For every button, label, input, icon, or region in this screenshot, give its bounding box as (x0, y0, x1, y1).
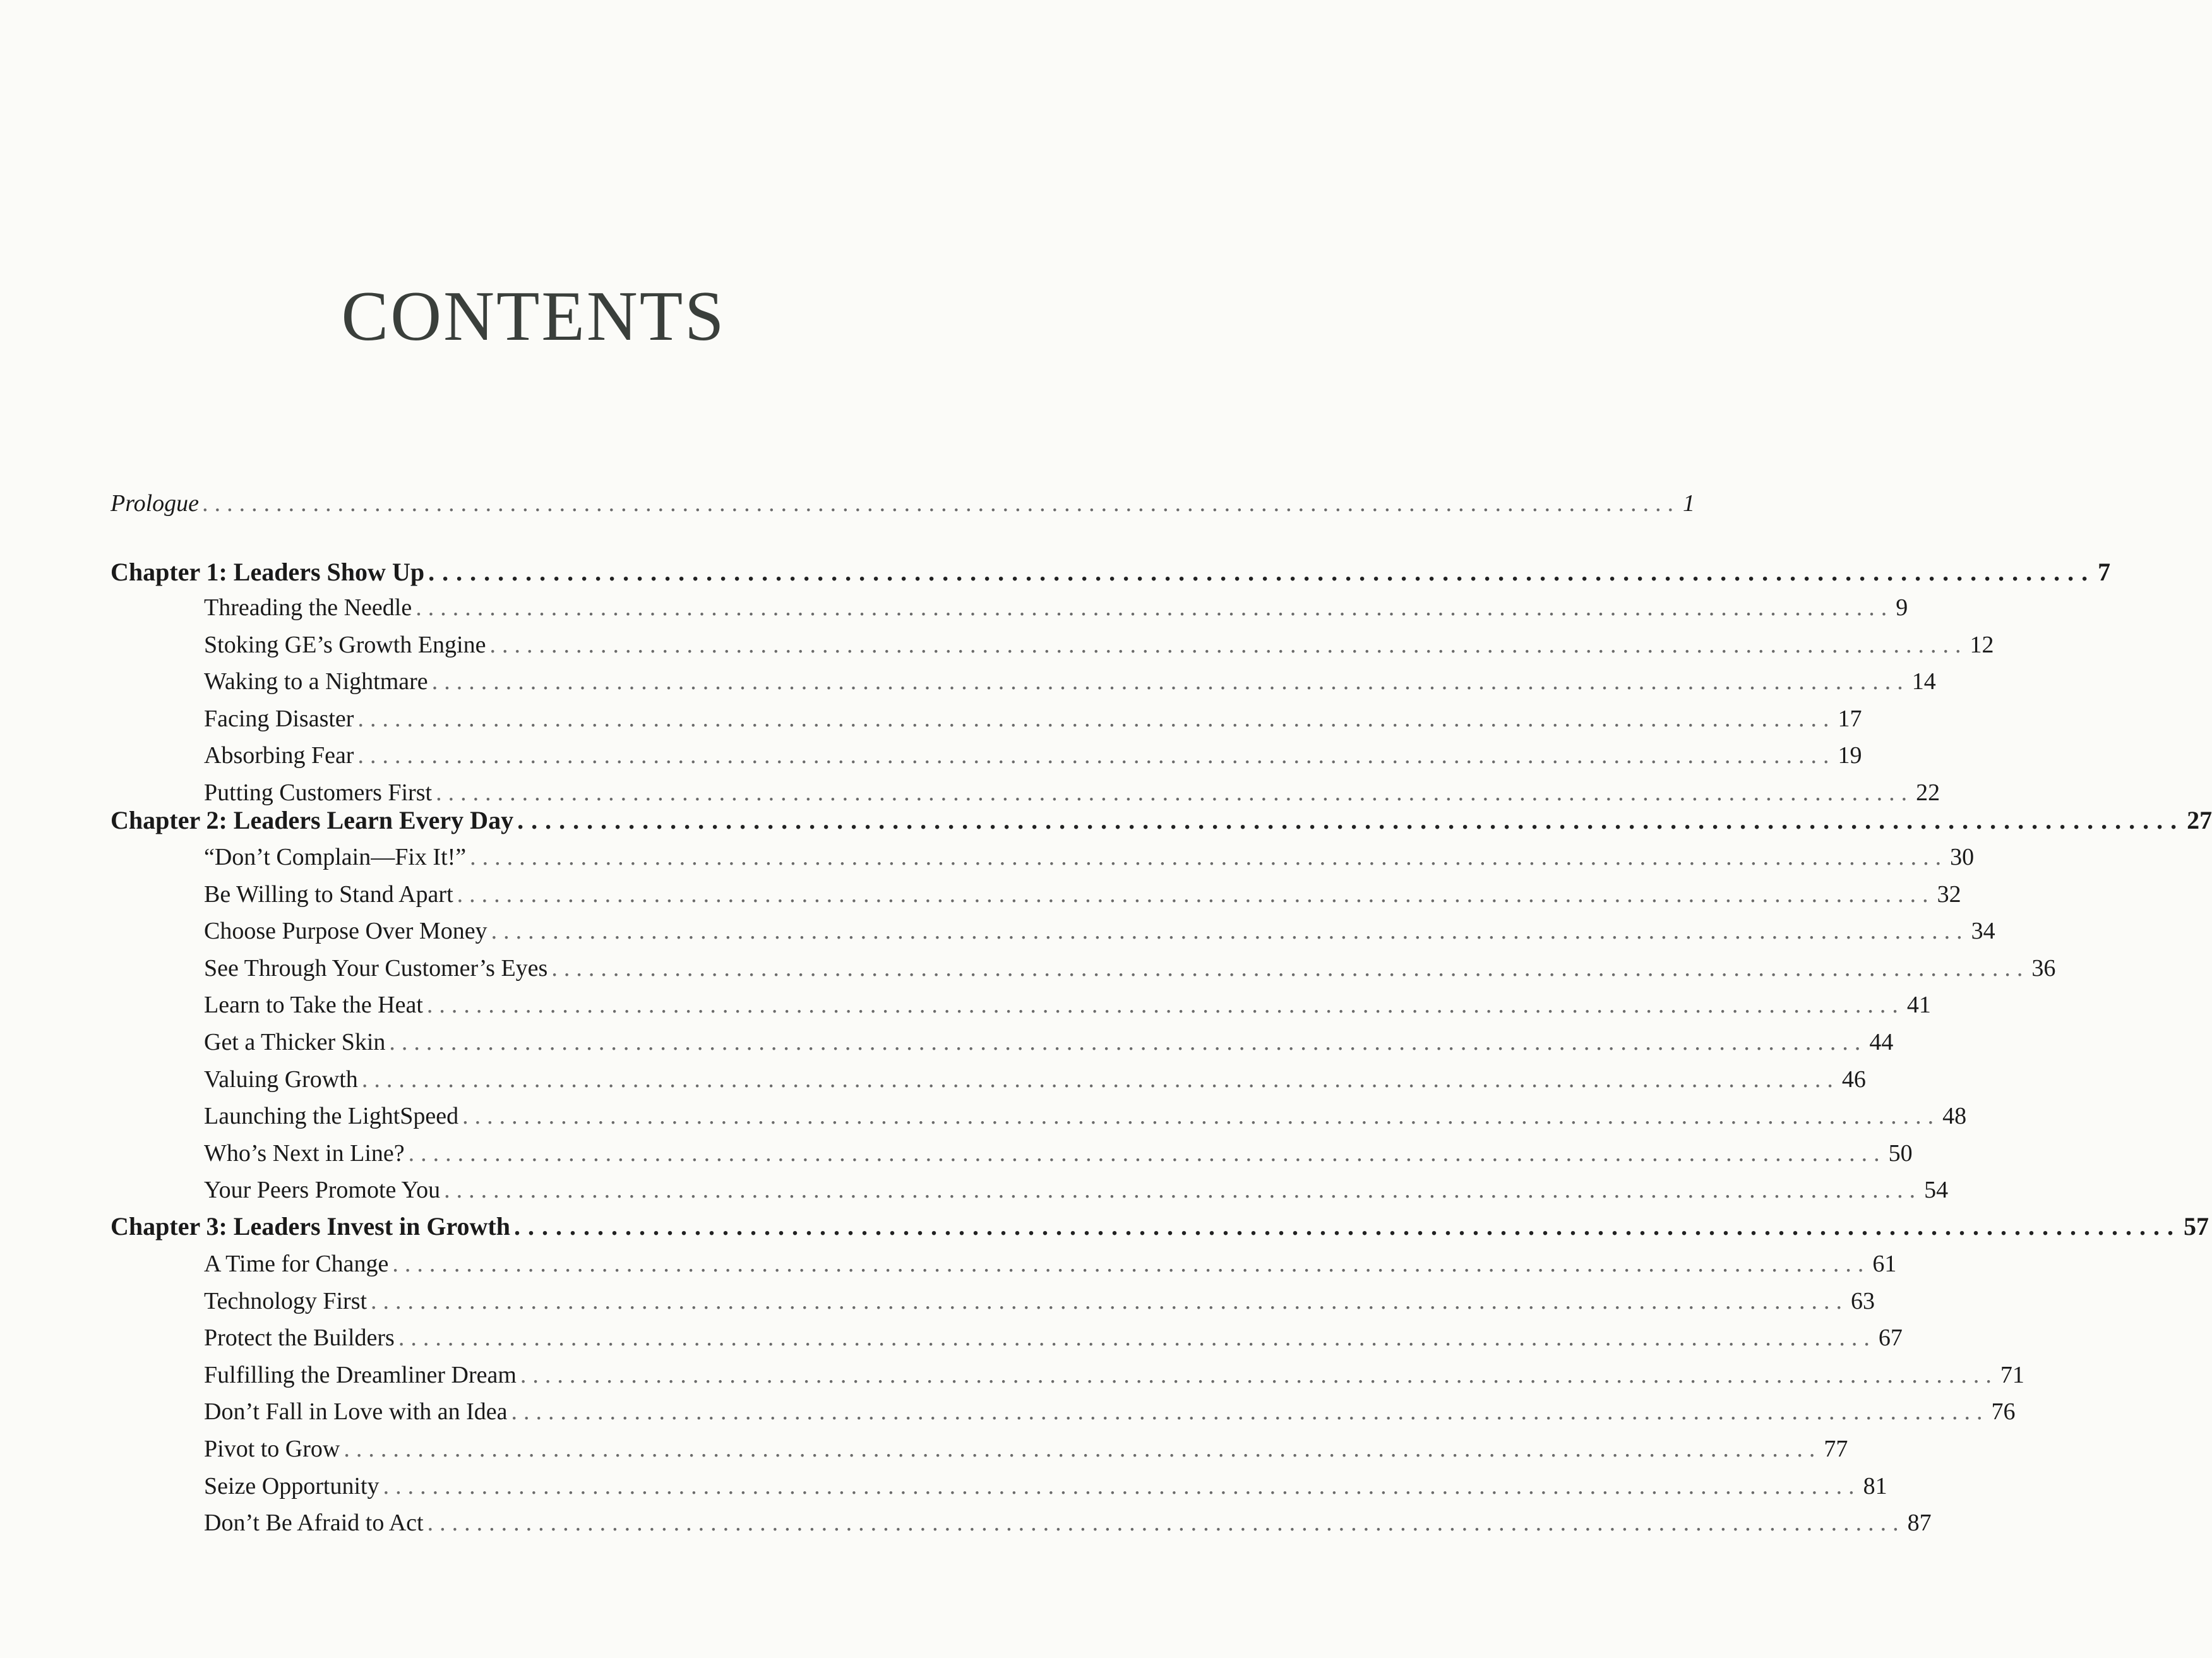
toc-page-number: 22 (1916, 779, 1940, 806)
toc-chapter-label: Chapter 2: Leaders Learn Every Day (111, 806, 514, 834)
dot-leader: ........................................................................................................................ (489, 632, 1968, 658)
toc-chapter-label: Chapter 3: Leaders Invest in Growth (111, 1212, 510, 1240)
toc-page-number: 63 (1851, 1288, 1875, 1314)
toc-section-label: Valuing Growth (204, 1066, 358, 1093)
dot-leader: ........................................................................................................................ (389, 1029, 1867, 1055)
toc-page-number: 17 (1838, 706, 1862, 732)
toc-section-entry (204, 1361, 2024, 1389)
toc-page-number: 30 (1950, 844, 1975, 870)
toc-page-number: 34 (1971, 918, 1995, 944)
toc-page-number: 81 (1863, 1473, 1887, 1499)
toc-section-label: “Don’t Complain—Fix It!” (204, 844, 467, 870)
toc-section-label: Learn to Take the Heat (204, 992, 423, 1018)
toc-page-number: 36 (2031, 955, 2056, 982)
toc-page-number: 1 (1683, 490, 1695, 517)
toc-section-entry (204, 1066, 1866, 1093)
dot-leader: ........................................................................................................................ (436, 779, 1914, 806)
toc-page-number: 57 (2183, 1212, 2209, 1240)
toc-page-number: 32 (1937, 881, 1961, 908)
toc-chapter-entry (111, 1211, 2209, 1241)
dot-leader: ........................................................................................................................ (470, 844, 1948, 870)
dot-leader: ........................................................................................................................ (511, 1398, 1989, 1425)
toc-page-number: 77 (1824, 1436, 1848, 1462)
dot-leader: ........................................................................................................................ (444, 1177, 1922, 1203)
toc-section-label: Your Peers Promote You (204, 1177, 441, 1203)
dot-leader: ........................................................................................................................ (371, 1288, 1849, 1314)
toc-section-entry (204, 880, 1961, 908)
dot-leader: ........................................................................................................................ (462, 1103, 1940, 1129)
dot-leader: ........................................................................................................................ (415, 594, 1894, 621)
toc-page-number: 87 (1907, 1510, 1932, 1536)
page-title: CONTENTS (341, 277, 726, 356)
toc-section-entry (204, 742, 1862, 769)
toc-section-label: Get a Thicker Skin (204, 1029, 386, 1055)
dot-leader: ........................................................................................................................ (517, 806, 2185, 834)
dot-leader: ........................................................................................................................ (203, 490, 1681, 517)
dot-leader: ........................................................................................................................ (457, 881, 1935, 908)
toc-section-entry (204, 991, 1931, 1019)
toc-section-label: Fulfilling the Dreamliner Dream (204, 1362, 517, 1388)
dot-leader: ........................................................................................................................ (383, 1473, 1861, 1499)
toc-page-number: 41 (1906, 992, 1931, 1018)
dot-leader: ........................................................................................................................ (357, 706, 1836, 732)
toc-section-label: Stoking GE’s Growth Engine (204, 632, 486, 658)
toc-page-number: 67 (1878, 1325, 1903, 1351)
toc-section-entry (204, 705, 1862, 733)
toc-page-number: 19 (1838, 742, 1862, 769)
toc-page-number: 14 (1911, 668, 1936, 695)
toc-section-entry (204, 1287, 1875, 1315)
toc-chapter-entry (111, 557, 2111, 587)
toc-section-entry (204, 843, 1975, 871)
toc-page-number: 71 (2000, 1362, 2024, 1388)
toc-section-label: Be Willing to Stand Apart (204, 881, 453, 908)
toc-section-entry (204, 1398, 2016, 1426)
toc-section-label: Threading the Needle (204, 594, 412, 621)
toc-section-label: Choose Purpose Over Money (204, 918, 487, 944)
dot-leader: ........................................................................................................................ (426, 992, 1904, 1018)
toc-section-entry (204, 668, 1936, 695)
toc-entry-label: Prologue (111, 490, 200, 517)
toc-section-label: A Time for Change (204, 1251, 389, 1277)
toc-section-label: Don’t Be Afraid to Act (204, 1510, 424, 1536)
dot-leader: ........................................................................................................................ (491, 918, 1969, 944)
dot-leader: ........................................................................................................................ (431, 668, 1910, 695)
toc-section-entry (204, 917, 1995, 945)
toc-section-label: Seize Opportunity (204, 1473, 380, 1499)
toc-section-entry (204, 1435, 1848, 1463)
dot-leader: ........................................................................................................................ (428, 558, 2096, 586)
dot-leader: ........................................................................................................................ (361, 1066, 1839, 1093)
dot-leader: ........................................................................................................................ (551, 955, 2030, 982)
toc-page-number: 54 (1924, 1177, 1949, 1203)
toc-section-label: Absorbing Fear (204, 742, 354, 769)
dot-leader: ........................................................................................................................ (520, 1362, 1998, 1388)
toc-section-label: Don’t Fall in Love with an Idea (204, 1398, 508, 1425)
toc-section-entry (204, 1028, 1894, 1056)
toc-section-entry (204, 954, 2056, 982)
toc-section-label: Pivot to Grow (204, 1436, 340, 1462)
toc-section-label: Putting Customers First (204, 779, 433, 806)
toc-section-entry (204, 594, 1908, 622)
toc-section-label: Technology First (204, 1288, 368, 1314)
toc-section-entry (204, 1509, 1932, 1537)
dot-leader: ........................................................................................................................ (344, 1436, 1822, 1462)
toc-section-label: Protect the Builders (204, 1325, 395, 1351)
toc-page-number: 12 (1970, 632, 1994, 658)
toc-section-entry (204, 1102, 1967, 1130)
toc-section-entry (204, 1250, 1897, 1278)
toc-section-label: Launching the LightSpeed (204, 1103, 459, 1129)
toc-section-label: See Through Your Customer’s Eyes (204, 955, 548, 982)
toc-page-number: 7 (2098, 558, 2111, 586)
dot-leader: ........................................................................................................................ (398, 1325, 1876, 1351)
dot-leader: ........................................................................................................................ (513, 1212, 2181, 1240)
toc-page-number: 76 (1991, 1398, 2016, 1425)
toc-page-number: 48 (1942, 1103, 1967, 1129)
toc-page-number: 61 (1872, 1251, 1897, 1277)
toc-page-number: 50 (1888, 1140, 1913, 1167)
toc-section-entry (204, 779, 1940, 807)
toc-page-number: 44 (1869, 1029, 1894, 1055)
toc-page-number: 27 (2187, 806, 2212, 834)
toc-section-entry (204, 1472, 1887, 1500)
toc-section-entry (204, 1176, 1949, 1204)
toc-chapter-entry (111, 805, 2212, 835)
toc-section-entry (204, 1139, 1913, 1167)
dot-leader: ........................................................................................................................ (427, 1510, 1905, 1536)
toc-page-number: 9 (1896, 594, 1908, 621)
toc-section-label: Facing Disaster (204, 706, 354, 732)
toc-page-number: 46 (1841, 1066, 1866, 1093)
toc-section-label: Waking to a Nightmare (204, 668, 428, 695)
dot-leader: ........................................................................................................................ (392, 1251, 1870, 1277)
toc-chapter-label: Chapter 1: Leaders Show Up (111, 558, 425, 586)
toc-section-label: Who’s Next in Line? (204, 1140, 405, 1167)
dot-leader: ........................................................................................................................ (357, 742, 1836, 769)
dot-leader: ........................................................................................................................ (408, 1140, 1886, 1167)
toc-section-entry (204, 631, 1994, 659)
toc-section-entry (204, 1324, 1903, 1352)
